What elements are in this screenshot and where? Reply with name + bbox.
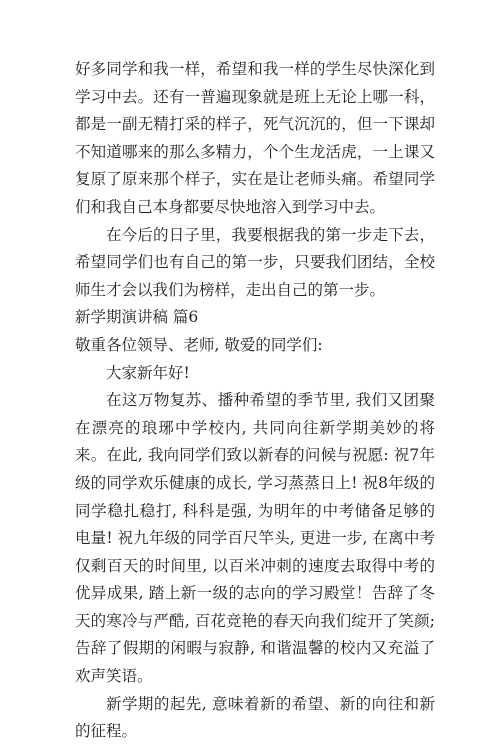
document-page [75, 56, 435, 746]
greeting: 大家新年好! [106, 363, 190, 382]
paragraph-4: 新学期的起先, 意味着新的希望、新的向往和新的征程。 [75, 694, 435, 741]
paragraph-3: 在这万物复苏、播种希望的季节里, 我们又团聚在漂亮的琅琊中学校内, 共同向往新学期美妙的将来。在此, 我向同学们致以新春的问候与祝愿: 祝7年级的同学欢乐健康的成长, 学习蒸蒸日上! 祝8年级的同学稳扎稳打, 科科是强, 为明年的中考储备足够的电量! 祝九年级的同学百尺竿头, 更进一步, 在离中考仅剩百天的时间里, 以百米冲刺的速度去取得中考的优异成果, 踏上新一级的志向的学习殿堂！告辞了冬天的寒冷与严酷, 百花竞艳的春天向我们绽开了笑颜; 告辞了假期的闲暇与寂静, 和谐温馨的校内又充溢了欢声笑语。 [75, 391, 435, 686]
paragraph-1: 好多同学和我一样，希望和我一样的学生尽快深化到学习中去。还有一普遍现象就是班上无论上哪一科，都是一副无精打采的样子，死气沉沉的，但一下课却不知道哪来的那么多精力，个个生龙活虎，一上课又复原了原来那个样子，实在是让老师头痛。希望同学们和我自己本身都要尽快地溶入到学习中去。 [75, 60, 435, 216]
salutation: 敬重各位领导、老师, 敬爱的同学们: [75, 335, 323, 354]
section-heading: 新学期演讲稿 篇6 [75, 308, 199, 327]
paragraph-2: 在今后的日子里，我要根据我的第一步走下去，希望同学们也有自己的第一步，只要我们团结，全校师生才会以我们为榜样，走出自己的第一步。 [75, 225, 435, 299]
